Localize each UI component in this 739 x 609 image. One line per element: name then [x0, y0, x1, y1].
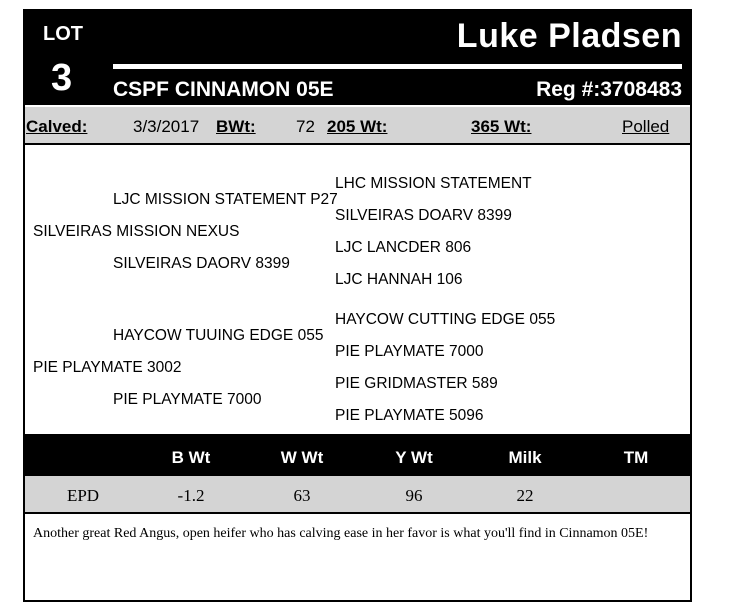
epd-value-ywt: 96	[405, 486, 423, 505]
stats-bar	[25, 107, 690, 145]
dam-dam: PIE PLAYMATE 7000	[113, 391, 262, 408]
sire-dam-sire: LJC LANCDER 806	[335, 239, 472, 256]
lot-label: LOT	[43, 23, 83, 45]
sire: SILVEIRAS MISSION NEXUS	[33, 223, 240, 240]
dam-sire-dam: PIE PLAYMATE 7000	[335, 343, 484, 360]
sire-sire-dam: SILVEIRAS DOARV 8399	[335, 207, 512, 224]
epd-value-row	[25, 476, 690, 514]
animal-name: CSPF CINNAMON 05E	[113, 78, 334, 101]
sire-sire-sire: LHC MISSION STATEMENT	[335, 175, 532, 192]
bwt-value: 72	[296, 117, 315, 136]
epd-header-bwt: B Wt	[171, 448, 211, 467]
lot-description: Another great Red Angus, open heifer who has calving ease in her favor is what you'll find in Cinnamon 05E!	[33, 526, 649, 541]
header-divider	[113, 64, 682, 69]
lot-number: 3	[51, 57, 73, 99]
pedigree	[25, 147, 690, 433]
lot-card	[23, 9, 692, 602]
calved-value: 3/3/2017	[133, 117, 200, 136]
epd-header-milk: Milk	[508, 448, 542, 467]
epd-header-wwt: W Wt	[280, 448, 324, 467]
dam: PIE PLAYMATE 3002	[33, 359, 182, 376]
dam-dam-dam: PIE PLAYMATE 5096	[335, 407, 484, 424]
card-header	[25, 11, 690, 105]
sire-dam: SILVEIRAS DAORV 8399	[113, 255, 290, 272]
sire-dam-dam: LJC HANNAH 106	[335, 271, 463, 288]
epd-row-label: EPD	[66, 486, 100, 505]
dam-sire: HAYCOW TUUING EDGE 055	[113, 327, 324, 344]
registration-number: Reg #:3708483	[536, 78, 682, 101]
dam-dam-sire: PIE GRIDMASTER 589	[335, 375, 498, 392]
epd-value-bwt: -1.2	[177, 486, 205, 505]
calved-label: Calved:	[26, 117, 88, 136]
wt205-label: 205 Wt:	[327, 117, 388, 136]
polled-status: Polled	[622, 117, 670, 136]
epd-header-ywt: Y Wt	[395, 448, 433, 467]
owner-name: Luke Pladsen	[456, 17, 682, 55]
wt365-label: 365 Wt:	[471, 117, 532, 136]
epd-header-tm: TM	[623, 448, 649, 467]
bwt-label: BWt:	[216, 117, 256, 136]
epd-value-wwt: 63	[293, 486, 311, 505]
dam-sire-sire: HAYCOW CUTTING EDGE 055	[335, 311, 556, 328]
epd-value-milk: 22	[516, 486, 534, 505]
sire-sire: LJC MISSION STATEMENT P27	[113, 191, 338, 208]
epd-header-row	[25, 434, 690, 476]
